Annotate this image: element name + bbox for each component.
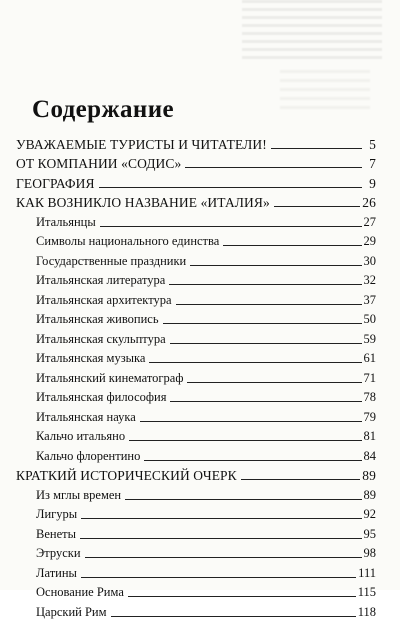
toc-section-entry (16, 464, 376, 484)
toc-subsection-entry (16, 405, 376, 425)
toc-leader-line (111, 615, 356, 617)
toc-entry-title: Итальянская наука (36, 409, 136, 424)
toc-subsection-entry (16, 561, 376, 581)
toc-leader-line (271, 147, 362, 149)
toc-heading: Содержание (32, 96, 175, 123)
toc-leader-line (129, 439, 361, 441)
toc-entry-title: Этруски (36, 546, 81, 560)
toc-leader-line (99, 186, 362, 188)
toc-section-entry (16, 191, 376, 211)
toc-subsection-entry (16, 483, 376, 503)
toc-leader-line (149, 361, 361, 363)
toc-entry-title: Итальянская живопись (36, 312, 159, 326)
toc-section-entry (16, 152, 376, 172)
toc-entry-title: Основание Рима (36, 585, 124, 599)
toc-entry-page-number: 89 (363, 487, 376, 502)
toc-subsection-entry (16, 308, 376, 328)
toc-entry-page-number: 50 (363, 312, 376, 326)
toc-leader-line (81, 576, 356, 578)
toc-leader-line (190, 264, 361, 266)
toc-entry-title: КРАТКИЙ ИСТОРИЧЕСКИЙ ОЧЕРК (16, 468, 237, 483)
toc-leader-line (187, 381, 361, 383)
toc-entry-page-number: 71 (363, 370, 376, 385)
toc-section-entry (16, 132, 376, 152)
toc-entry-title: Венеты (36, 526, 76, 541)
toc-subsection-entry (16, 425, 376, 445)
toc-entry-title: УВАЖАЕМЫЕ ТУРИСТЫ И ЧИТАТЕЛИ! (16, 136, 267, 152)
toc-entry-page-number: 7 (369, 156, 376, 171)
toc-entry-page-number: 30 (363, 253, 376, 268)
toc-subsection-entry (16, 230, 376, 250)
toc-subsection-entry (16, 581, 376, 601)
toc-entry-page-number: 111 (358, 565, 376, 580)
toc-entry-page-number: 84 (363, 448, 376, 463)
toc-entry-page-number: 61 (363, 351, 376, 365)
toc-subsection-entry (16, 288, 376, 308)
toc-subsection-entry (16, 503, 376, 523)
toc-subsection-entry (16, 327, 376, 347)
toc-entry-page-number: 81 (363, 429, 376, 443)
toc-leader-line (223, 244, 361, 246)
toc-entry-title: Символы национального единства (36, 234, 220, 248)
toc-entry-page-number: 92 (363, 507, 376, 521)
toc-entry-title: ГЕОГРАФИЯ (16, 175, 95, 191)
toc-entry-page-number: 59 (363, 331, 376, 346)
toc-entry-page-number: 37 (363, 292, 376, 307)
toc-entry-page-number: 79 (363, 409, 376, 424)
toc-entry-title: КАК ВОЗНИКЛО НАЗВАНИЕ «ИТАЛИЯ» (16, 195, 270, 210)
toc-entry-title: Из мглы времен (36, 487, 122, 502)
toc-leader-line (274, 205, 360, 207)
toc-entry-page-number: 115 (357, 585, 376, 599)
toc-leader-line (140, 420, 362, 422)
bleed-through-text (242, 0, 382, 60)
toc-subsection-entry (16, 210, 376, 230)
toc-leader-line (163, 322, 362, 324)
toc-entry-title: Итальянцы (36, 214, 96, 229)
toc-section-entry (16, 171, 376, 191)
toc-leader-line (85, 556, 362, 558)
toc-leader-line (170, 400, 361, 402)
toc-entry-page-number: 9 (369, 175, 376, 191)
table-of-contents (16, 132, 376, 620)
toc-entry-title: Царский Рим (36, 604, 107, 619)
toc-entry-page-number: 118 (357, 604, 376, 619)
toc-entry-title: Итальянская литература (36, 273, 166, 287)
toc-entry-page-number: 32 (363, 273, 376, 287)
toc-leader-line (144, 459, 361, 461)
toc-entry-title: Итальянская философия (36, 390, 167, 404)
toc-entry-title: Итальянский кинематограф (36, 370, 184, 385)
toc-entry-title: Латины (36, 565, 77, 580)
toc-leader-line (185, 166, 362, 168)
toc-entry-page-number: 29 (363, 234, 376, 248)
toc-leader-line (80, 537, 362, 539)
toc-leader-line (170, 342, 362, 344)
toc-leader-line (169, 283, 361, 285)
toc-leader-line (81, 517, 361, 519)
toc-entry-title: Государственные праздники (36, 253, 187, 268)
toc-entry-page-number: 78 (363, 390, 376, 404)
toc-subsection-entry (16, 269, 376, 289)
toc-subsection-entry (16, 366, 376, 386)
toc-subsection-entry (16, 347, 376, 367)
toc-subsection-entry (16, 542, 376, 562)
toc-entry-title: ОТ КОМПАНИИ «СОДИС» (16, 156, 182, 171)
toc-entry-page-number: 27 (363, 214, 376, 229)
toc-subsection-entry (16, 249, 376, 269)
toc-entry-page-number: 98 (363, 546, 376, 560)
toc-entry-page-number: 26 (362, 195, 376, 210)
toc-entry-title: Итальянская архитектура (36, 292, 172, 307)
toc-entry-page-number: 5 (369, 136, 376, 152)
toc-subsection-entry (16, 444, 376, 464)
toc-entry-page-number: 89 (362, 468, 376, 483)
toc-subsection-entry (16, 386, 376, 406)
toc-entry-title: Итальянская скульптура (36, 331, 166, 346)
toc-entry-title: Лигуры (36, 507, 78, 521)
toc-leader-line (125, 498, 361, 500)
toc-subsection-entry (16, 522, 376, 542)
toc-entry-title: Кальчо итальяно (36, 429, 126, 443)
toc-entry-title: Кальчо флорентино (36, 448, 141, 463)
toc-leader-line (128, 595, 356, 597)
bleed-through-text (280, 70, 370, 110)
toc-leader-line (241, 478, 361, 480)
toc-entry-title: Итальянская музыка (36, 351, 146, 365)
toc-entry-page-number: 95 (363, 526, 376, 541)
toc-subsection-entry (16, 600, 376, 620)
toc-leader-line (176, 303, 362, 305)
toc-leader-line (100, 225, 362, 227)
